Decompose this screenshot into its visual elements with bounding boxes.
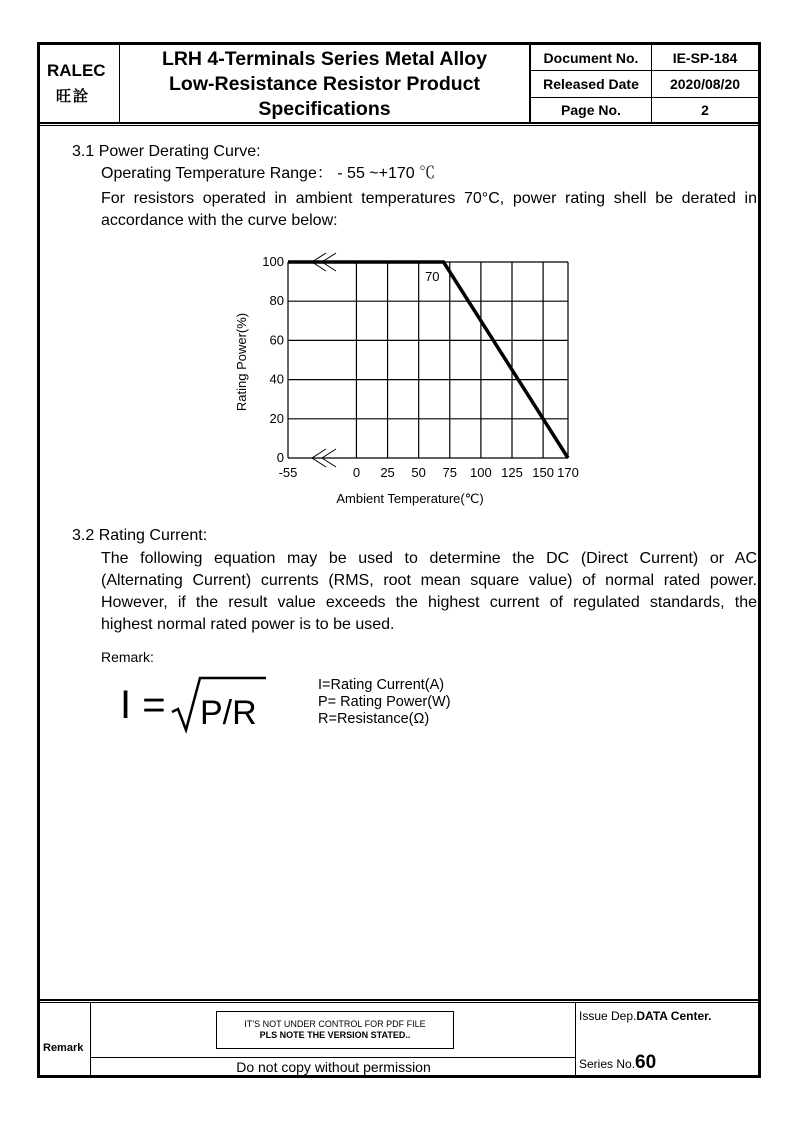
section-3-2-title: 3.2 Rating Current: bbox=[72, 527, 208, 544]
paragraph-line: (Alternating Current) currents (RMS, root mean square value) of normal rated power. bbox=[101, 572, 757, 589]
y-axis-label: Rating Power(%) bbox=[234, 312, 249, 412]
x-tick-label: 100 bbox=[470, 465, 492, 480]
paragraph-line: However, if the result value exceeds the highest current of regulated standards, the bbox=[101, 594, 757, 611]
section-3-1-title: 3.1 Power Derating Curve: bbox=[72, 143, 261, 160]
title-line-3: Specifications bbox=[258, 98, 391, 120]
document-no-label: Document No. bbox=[531, 45, 652, 71]
x-tick-label: 25 bbox=[380, 465, 395, 480]
derating-curve bbox=[288, 262, 568, 458]
released-date-label: Released Date bbox=[531, 71, 652, 97]
chart-grid bbox=[288, 253, 568, 467]
x-tick-label: 170 bbox=[557, 465, 579, 480]
x-tick-label: 125 bbox=[501, 465, 523, 480]
legend-item-resistance: R=Resistance(Ω) bbox=[318, 711, 430, 727]
y-tick-label: 0 bbox=[276, 450, 284, 465]
header-rule bbox=[40, 122, 758, 124]
x-tick-label: 50 bbox=[411, 465, 426, 480]
paragraph-line: accordance with the curve below: bbox=[101, 212, 338, 229]
formula-legend bbox=[318, 677, 451, 728]
paragraph-line: The following equation may be used to determine the DC (Direct Current) or AC bbox=[101, 550, 757, 567]
rating-current-formula bbox=[120, 672, 290, 742]
formula-radicand: P/R bbox=[200, 694, 257, 732]
legend-item-current: I=Rating Current(A) bbox=[318, 677, 445, 693]
control-note-box bbox=[216, 1011, 454, 1049]
section-3-2-paragraph bbox=[101, 548, 757, 636]
y-tick-label: 100 bbox=[262, 254, 284, 269]
control-note-line-1: IT'S NOT UNDER CONTROL FOR PDF FILE bbox=[244, 1019, 426, 1029]
footer-middle-cell bbox=[91, 1002, 576, 1075]
header-rule-inner bbox=[40, 125, 758, 126]
page-no-value: 2 bbox=[652, 97, 759, 123]
footer-remark-label: Remark bbox=[43, 1042, 84, 1054]
footer-right-cell bbox=[576, 1002, 758, 1075]
company-logo-en: RALEC bbox=[47, 61, 106, 80]
released-date-value: 2020/08/20 bbox=[652, 71, 759, 97]
x-axis-label: Ambient Temperature(℃) bbox=[336, 491, 484, 506]
company-logo-zh: 旺詮 bbox=[56, 87, 91, 105]
series-number: Series No.60 bbox=[579, 1052, 657, 1073]
control-note-line-2: PLS NOTE THE VERSION STATED.. bbox=[259, 1030, 411, 1040]
document-header bbox=[40, 45, 758, 123]
legend-item-power: P= Rating Power(W) bbox=[318, 694, 451, 710]
x-tick-label: 75 bbox=[442, 465, 458, 480]
document-no-value: IE-SP-184 bbox=[652, 45, 759, 71]
y-tick-labels bbox=[262, 254, 284, 465]
logo-cell bbox=[40, 45, 120, 123]
knee-annotation: 70 bbox=[425, 269, 440, 284]
chart-series bbox=[288, 262, 568, 458]
copy-notice-rule bbox=[91, 1057, 576, 1058]
footer-rule bbox=[40, 999, 758, 1001]
paragraph-line: For resistors operated in ambient temperatures 70°C, power rating shell be derated in bbox=[101, 190, 757, 207]
document-meta-table bbox=[530, 45, 758, 123]
remark-label: Remark: bbox=[101, 649, 154, 665]
x-tick-label: 0 bbox=[352, 465, 361, 480]
x-tick-label: -55 bbox=[278, 465, 298, 480]
y-tick-label: 40 bbox=[269, 371, 284, 387]
paragraph-line: highest normal rated power is to be used. bbox=[101, 616, 395, 633]
operating-temperature-range: Operating Temperature Range： - 55 ~+170 ℃ bbox=[101, 165, 436, 182]
title-line-1: LRH 4-Terminals Series Metal Alloy bbox=[161, 48, 488, 70]
section-3-1-paragraph bbox=[101, 188, 757, 232]
formula-lhs: I = bbox=[120, 683, 166, 727]
footer-remark-cell bbox=[40, 1002, 91, 1075]
x-tick-labels bbox=[279, 465, 579, 480]
title-line-2: Low-Resistance Resistor Product bbox=[169, 73, 480, 95]
document-title bbox=[120, 45, 530, 123]
y-tick-label: 20 bbox=[269, 410, 284, 426]
y-tick-label: 80 bbox=[269, 293, 284, 309]
power-derating-chart bbox=[220, 250, 600, 510]
page-no-label: Page No. bbox=[531, 97, 652, 123]
x-tick-label: 150 bbox=[532, 465, 554, 480]
issue-department: Issue Dep.DATA Center. bbox=[579, 1009, 712, 1023]
copy-notice: Do not copy without permission bbox=[236, 1059, 431, 1075]
document-footer bbox=[40, 999, 758, 1075]
y-tick-label: 60 bbox=[269, 332, 284, 348]
